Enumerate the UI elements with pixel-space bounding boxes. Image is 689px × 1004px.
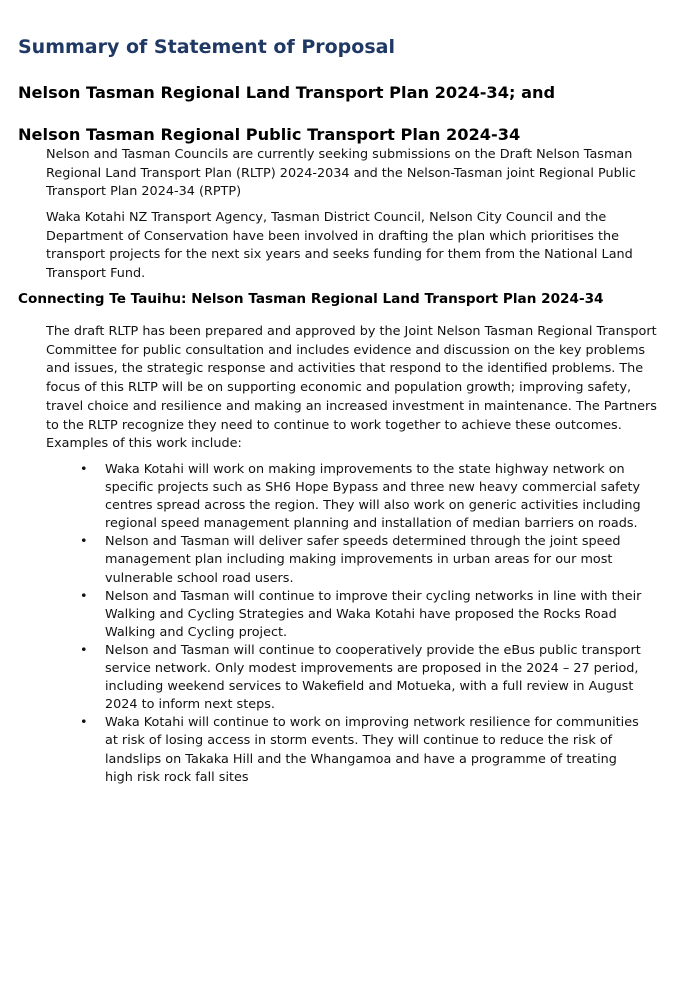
work-examples-list — [0, 461, 647, 787]
list-item-text: Nelson and Tasman will continue to cooperatively provide the eBus public transport service network. Only modest improvements are proposed in the 2024 – 27 period, including weekend services to Wakefield and Motueka, with a full review in August 2024 to inform next steps. — [105, 642, 641, 713]
bullet-icon: • — [80, 588, 88, 604]
list-item — [0, 533, 647, 587]
list-item — [0, 642, 647, 714]
bullet-icon: • — [80, 534, 88, 550]
section-heading-connecting-te-tauihu: Connecting Te Tauihu: Nelson Tasman Regional Land Transport Plan 2024-34 — [18, 291, 604, 307]
bullet-icon: • — [80, 462, 88, 477]
list-item-text: Nelson and Tasman will deliver safer speeds determined through the joint speed management plan including making improvements in urban areas for our most vulnerable school road users. — [105, 534, 621, 586]
section-paragraph-draft-rltp: The draft RLTP has been prepared and approved by the Joint Nelson Tasman Regional Transport Committee for public consultation and includes evidence and discussion on the key problems and issues, the strategic response and activities that respond to the identified problems. The focus of this RLTP will be on supporting economic and population growth; improving safety, travel choice and resilience and making an increased investment in maintenance. The Partners to the RLTP recognize they need to continue to work together to achieve these outcomes. Examples of this work include: — [46, 324, 657, 452]
bullet-icon: • — [80, 715, 88, 731]
intro-paragraph-submissions: Nelson and Tasman Councils are currently seeking submissions on the Draft Nelson Tasman Regional Land Transport Plan (RLTP) 2024-2034 and the Nelson-Tasman joint Regional Public Transport Plan 2024-34 (RPTP) — [46, 147, 636, 200]
list-item-text: Waka Kotahi will work on making improvements to the state highway network on specific projects such as SH6 Hope Bypass and three new heavy commercial safety centres spread across the region. They will also work on generic activities including regional speed management planning and installation of median barriers on roads. — [105, 462, 641, 532]
document-title: Summary of Statement of Proposal — [18, 36, 395, 58]
rptp-heading: Nelson Tasman Regional Public Transport Plan 2024-34 — [18, 125, 521, 144]
rltp-heading: Nelson Tasman Regional Land Transport Plan 2024-34; and — [18, 83, 556, 102]
list-item — [0, 461, 647, 533]
list-item — [0, 714, 647, 786]
list-item — [0, 588, 647, 642]
bullet-icon: • — [80, 642, 88, 658]
intro-paragraph-drafting: Waka Kotahi NZ Transport Agency, Tasman District Council, Nelson City Council and the Department of Conservation have been involved in drafting the plan which prioritises the transport projects for the next six years and seeks funding for them from the National Land Transport Fund. — [46, 210, 633, 282]
list-item-text: Nelson and Tasman will continue to improve their cycling networks in line with their Walking and Cycling Strategies and Waka Kotahi have proposed the Rocks Road Walking and Cycling project. — [105, 588, 642, 640]
list-item-text: Waka Kotahi will continue to work on improving network resilience for communities at risk of losing access in storm events. They will continue to reduce the risk of landslips on Takaka Hill and the Whangamoa and have a programme of treating high risk rock fall sites — [105, 715, 639, 785]
